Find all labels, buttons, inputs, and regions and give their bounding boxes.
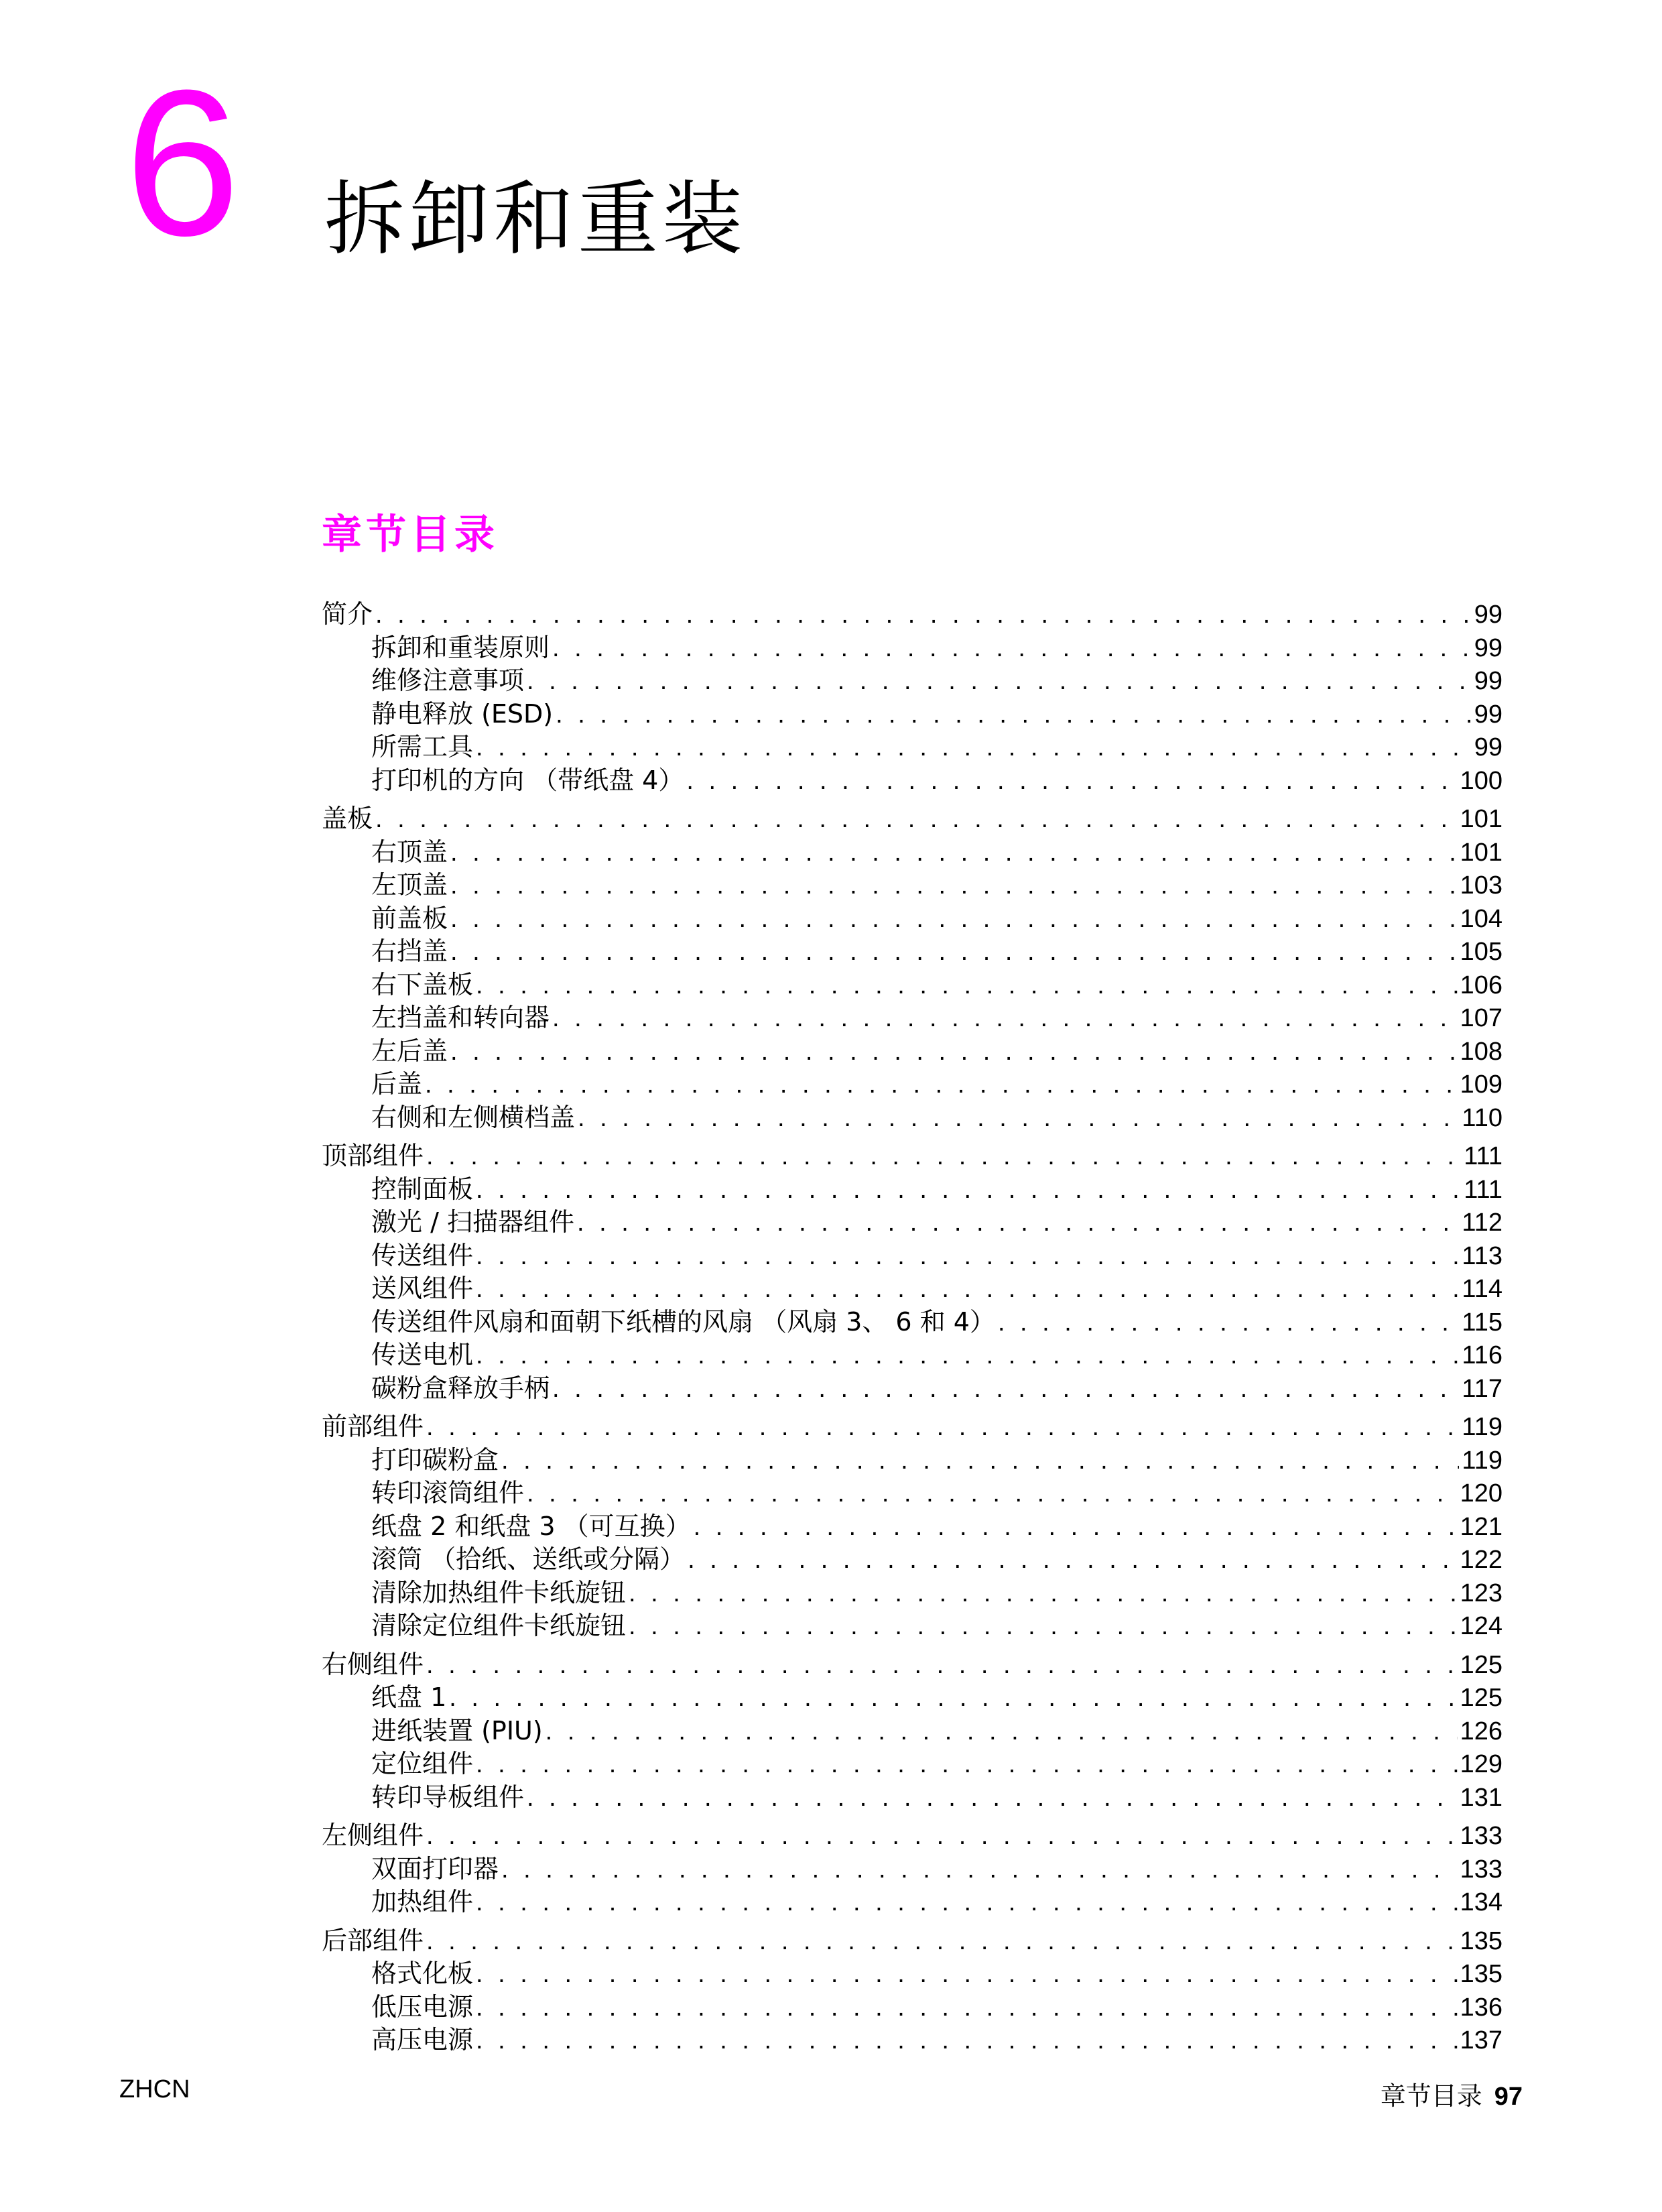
toc-subentry[interactable]: [322, 1543, 1503, 1577]
toc-entry-title: 纸盘 2 和纸盘 3 （可互换）: [371, 1511, 691, 1541]
toc-leader-dots: [476, 1748, 1458, 1782]
toc-subentry[interactable]: [322, 631, 1503, 665]
toc-subentry[interactable]: [322, 731, 1503, 764]
toc-page-number: 106: [1460, 971, 1503, 999]
toc-subentry[interactable]: [322, 1372, 1503, 1406]
toc-leader-dots: [476, 1991, 1458, 2025]
toc-entry-title: 滚筒 （拾纸、送纸或分隔）: [371, 1544, 686, 1574]
toc-page-number: 111: [1464, 1142, 1503, 1170]
toc-page-number: 115: [1462, 1308, 1503, 1337]
toc-entry-title: 纸盘 1: [371, 1682, 447, 1712]
toc-entry-title: 右下盖板: [371, 969, 474, 999]
toc-entry[interactable]: [322, 1648, 1503, 1682]
toc-page-number: 111: [1464, 1175, 1503, 1204]
toc-entry-title: 右挡盖: [371, 936, 448, 966]
toc-entry[interactable]: [322, 1140, 1503, 1173]
toc-leader-dots: [449, 1682, 1457, 1715]
toc-subentry[interactable]: [322, 698, 1503, 731]
toc-leader-dots: [426, 1649, 1458, 1682]
toc-leader-dots: [476, 1886, 1458, 1920]
toc-group: [322, 802, 1503, 1134]
toc-entry-title: 后部组件: [322, 1925, 424, 1955]
toc-leader-dots: [527, 665, 1472, 698]
toc-page-number: 134: [1460, 1888, 1503, 1916]
toc-subentry[interactable]: [322, 1272, 1503, 1306]
toc-leader-dots: [556, 698, 1472, 732]
toc-page-number: 133: [1460, 1855, 1503, 1884]
toc-leader-dots: [476, 1240, 1459, 1274]
toc-group: [322, 598, 1503, 797]
toc-page-number: 135: [1460, 1960, 1503, 1988]
toc-subentry[interactable]: [322, 1991, 1503, 2024]
toc-entry-title: 拆卸和重装原则: [371, 632, 550, 662]
toc-leader-dots: [375, 599, 1472, 632]
toc-leader-dots: [552, 1002, 1458, 1036]
toc-leader-dots: [476, 1273, 1459, 1306]
toc-entry-title: 顶部组件: [322, 1141, 424, 1170]
toc-subentry[interactable]: [322, 1577, 1503, 1610]
toc-subentry[interactable]: [322, 969, 1503, 1002]
toc-leader-dots: [426, 1925, 1458, 1959]
toc-entry[interactable]: [322, 802, 1503, 836]
toc-subentry[interactable]: [322, 1477, 1503, 1510]
toc-entry-title: 前盖板: [371, 903, 448, 933]
toc-leader-dots: [426, 1411, 1459, 1445]
toc-leader-dots: [476, 2024, 1458, 2058]
toc-leader-dots: [688, 1544, 1458, 1577]
toc-page-number: 112: [1462, 1209, 1503, 1237]
toc-page-number: 122: [1460, 1546, 1503, 1574]
toc-entry-title: 清除加热组件卡纸旋钮: [371, 1577, 627, 1607]
chapter-number: 6: [125, 46, 241, 279]
toc-page-number: 107: [1460, 1004, 1503, 1032]
toc-leader-dots: [476, 1339, 1459, 1373]
toc-leader-dots: [450, 869, 1458, 903]
toc-page-number: 125: [1460, 1650, 1503, 1679]
toc-entry-title: 盖板: [322, 804, 373, 833]
toc-page-number: 103: [1460, 871, 1503, 900]
toc-subentry[interactable]: [322, 1957, 1503, 1991]
toc-page-number: 129: [1460, 1750, 1503, 1778]
toc-entry[interactable]: [322, 1410, 1503, 1444]
toc-entry-title: 双面打印器: [371, 1853, 499, 1884]
toc-leader-dots: [552, 1373, 1459, 1406]
toc-entry-title: 前部组件: [322, 1412, 424, 1441]
toc-subentry[interactable]: [322, 1239, 1503, 1273]
toc-entry-title: 控制面板: [371, 1174, 474, 1204]
toc-entry-title: 转印导板组件: [371, 1782, 525, 1812]
toc-leader-dots: [629, 1577, 1458, 1611]
toc-leader-dots: [450, 1036, 1458, 1069]
toc-leader-dots: [998, 1306, 1459, 1340]
toc-subentry[interactable]: [322, 1609, 1503, 1643]
toc-leader-dots: [686, 765, 1457, 798]
toc-leader-dots: [450, 837, 1458, 870]
toc-subentry[interactable]: [322, 1306, 1503, 1339]
toc-subentry[interactable]: [322, 1781, 1503, 1815]
toc-subentry[interactable]: [322, 1747, 1503, 1781]
toc-entry-title: 维修注意事项: [371, 666, 525, 695]
toc-page-number: 113: [1462, 1241, 1503, 1270]
toc-page-number: 124: [1460, 1612, 1503, 1640]
toc-subentry[interactable]: [322, 902, 1503, 936]
toc-page-number: 104: [1460, 904, 1503, 933]
toc-leader-dots: [546, 1715, 1458, 1749]
toc-entry-title: 转印滚筒组件: [371, 1478, 525, 1508]
toc-leader-dots: [476, 731, 1472, 765]
toc-page-number: 131: [1460, 1783, 1503, 1812]
toc-entry-title: 打印碳粉盒: [371, 1445, 499, 1475]
toc-subentry[interactable]: [322, 1068, 1503, 1101]
toc-page-number: 120: [1460, 1479, 1503, 1508]
toc-entry-title: 右顶盖: [371, 837, 448, 867]
toc-leader-dots: [375, 803, 1458, 837]
toc-group: [322, 1140, 1503, 1405]
toc-leader-dots: [527, 1782, 1458, 1815]
toc-entry-title: 激光 / 扫描器组件: [371, 1207, 574, 1237]
toc-subentry[interactable]: [322, 1681, 1503, 1715]
toc-group: [322, 1410, 1503, 1643]
toc-page-number: 126: [1460, 1717, 1503, 1745]
toc-page-number: 99: [1474, 733, 1503, 761]
toc-entry-title: 后盖: [371, 1069, 423, 1099]
toc-leader-dots: [629, 1610, 1458, 1644]
toc-leader-dots: [476, 1174, 1461, 1207]
toc-leader-dots: [552, 632, 1472, 666]
toc-entry[interactable]: [322, 1924, 1503, 1958]
toc-subentry[interactable]: [322, 1173, 1503, 1207]
toc-leader-dots: [426, 1820, 1458, 1853]
toc-group: [322, 1924, 1503, 2057]
toc-entry-title: 高压电源: [371, 2025, 474, 2054]
toc-leader-dots: [578, 1102, 1459, 1135]
toc-leader-dots: [527, 1477, 1458, 1511]
toc-entry-title: 左挡盖和转向器: [371, 1003, 550, 1032]
toc-subentry[interactable]: [322, 836, 1503, 869]
toc-page-number: 99: [1474, 601, 1503, 629]
toc-leader-dots: [476, 1958, 1458, 1991]
toc-subentry[interactable]: [322, 1715, 1503, 1748]
toc-entry-title: 清除定位组件卡纸旋钮: [371, 1611, 627, 1640]
toc-leader-dots: [694, 1511, 1458, 1544]
toc-subentry[interactable]: [322, 1444, 1503, 1477]
toc-subentry[interactable]: [322, 935, 1503, 969]
toc-page-number: 125: [1460, 1684, 1503, 1712]
toc-leader-dots: [577, 1207, 1459, 1240]
toc-entry-title: 所需工具: [371, 732, 474, 761]
toc-subentry[interactable]: [322, 869, 1503, 902]
toc-subentry[interactable]: [322, 1339, 1503, 1372]
toc-entry-title: 低压电源: [371, 1991, 474, 2022]
toc-subentry[interactable]: [322, 1035, 1503, 1068]
footer-page-info: [1381, 2075, 1523, 2112]
chapter-title: 拆卸和重装: [324, 173, 747, 266]
toc-leader-dots: [501, 1853, 1458, 1887]
toc-entry-title: 静电释放 (ESD): [371, 698, 554, 729]
toc-page-number: 109: [1460, 1070, 1503, 1099]
toc-page-number: 100: [1460, 766, 1503, 795]
toc-page-number: 123: [1460, 1579, 1503, 1607]
table-of-contents: [322, 598, 1503, 2063]
toc-page-number: 99: [1474, 633, 1503, 662]
toc-page-number: 119: [1462, 1446, 1503, 1475]
toc-page-number: 105: [1460, 938, 1503, 966]
toc-subentry[interactable]: [322, 664, 1503, 698]
toc-leader-dots: [501, 1445, 1459, 1478]
toc-page-number: 108: [1460, 1037, 1503, 1066]
toc-entry-title: 右侧组件: [322, 1649, 424, 1679]
toc-group: [322, 1648, 1503, 1815]
footer-section: 章节目录: [1380, 2081, 1482, 2111]
toc-entry[interactable]: [322, 598, 1503, 631]
toc-page-number: 133: [1460, 1822, 1503, 1850]
toc-subentry[interactable]: [322, 2024, 1503, 2057]
toc-page-number: 99: [1474, 700, 1503, 729]
toc-page-number: 119: [1462, 1413, 1503, 1441]
toc-leader-dots: [450, 936, 1458, 969]
toc-leader-dots: [476, 969, 1458, 1003]
toc-page-number: 116: [1462, 1341, 1503, 1369]
toc-entry-title: 右侧和左侧横档盖: [371, 1102, 576, 1132]
toc-page-number: 136: [1460, 1993, 1503, 2022]
toc-entry-title: 传送组件风扇和面朝下纸槽的风扇 （风扇 3、 6 和 4）: [371, 1306, 995, 1337]
toc-entry-title: 左顶盖: [371, 870, 448, 900]
toc-subentry[interactable]: [322, 1886, 1503, 1919]
toc-page-number: 135: [1460, 1926, 1503, 1955]
toc-subentry[interactable]: [322, 1001, 1503, 1035]
toc-entry-title: 送风组件: [371, 1274, 474, 1303]
toc-subentry[interactable]: [322, 1101, 1503, 1135]
toc-subentry[interactable]: [322, 764, 1503, 798]
toc-page-number: 110: [1462, 1103, 1503, 1132]
toc-page-number: 101: [1460, 838, 1503, 867]
toc-group: [322, 1819, 1503, 1919]
toc-entry-title: 打印机的方向 （带纸盘 4）: [371, 765, 684, 795]
toc-entry-title: 格式化板: [371, 1959, 474, 1988]
toc-entry-title: 进纸装置 (PIU): [371, 1715, 543, 1745]
toc-leader-dots: [425, 1068, 1458, 1102]
toc-leader-dots: [426, 1140, 1461, 1174]
toc-entry-title: 定位组件: [371, 1749, 474, 1778]
toc-page-number: 101: [1460, 805, 1503, 833]
toc-entry-title: 传送电机: [371, 1340, 474, 1369]
toc-entry-title: 传送组件: [371, 1240, 474, 1270]
section-heading: 章节目录: [322, 511, 499, 558]
toc-page-number: 121: [1460, 1512, 1503, 1541]
toc-subentry[interactable]: [322, 1853, 1503, 1886]
footer-locale: ZHCN: [119, 2075, 190, 2103]
toc-page-number: 114: [1462, 1275, 1503, 1303]
toc-entry-title: 碳粉盒释放手柄: [371, 1373, 550, 1403]
toc-subentry[interactable]: [322, 1510, 1503, 1544]
footer-page-number: 97: [1494, 2083, 1523, 2111]
toc-page-number: 117: [1462, 1374, 1503, 1403]
toc-page-number: 137: [1460, 2026, 1503, 2054]
toc-page-number: 99: [1474, 667, 1503, 695]
toc-entry-title: 左侧组件: [322, 1821, 424, 1850]
toc-leader-dots: [450, 903, 1458, 936]
toc-entry-title: 左后盖: [371, 1036, 448, 1066]
toc-entry-title: 简介: [322, 599, 373, 629]
toc-entry[interactable]: [322, 1819, 1503, 1853]
toc-subentry[interactable]: [322, 1206, 1503, 1239]
toc-entry-title: 加热组件: [371, 1887, 474, 1916]
